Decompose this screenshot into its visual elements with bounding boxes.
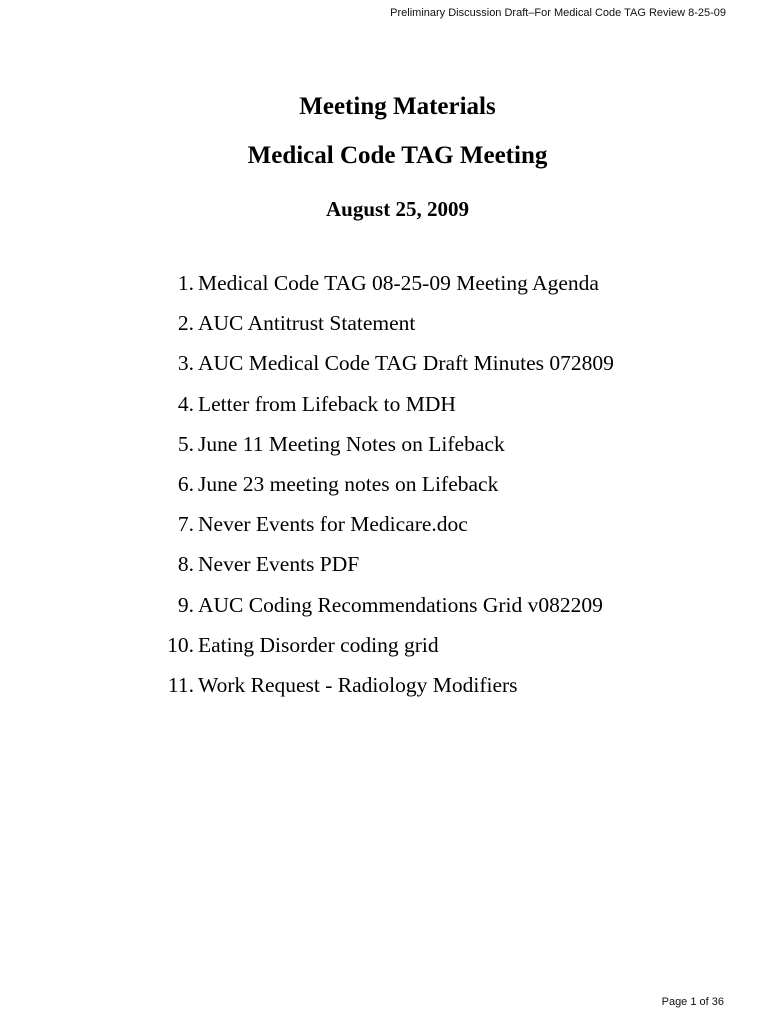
list-item-number: 4. [177,391,194,416]
materials-list [140,268,614,710]
list-item-text: Eating Disorder coding grid [198,632,439,657]
list-item-text: June 11 Meeting Notes on Lifeback [198,431,505,456]
list-item-text: Medical Code TAG 08-25-09 Meeting Agenda [198,271,599,295]
list-item [140,509,614,549]
list-item-text: AUC Coding Recommendations Grid v082209 [198,592,603,617]
list-item-number: 1. [177,271,194,295]
list-item-text: AUC Antitrust Statement [198,311,416,336]
list-item [140,268,614,308]
list-item-text: AUC Medical Code TAG Draft Minutes 072809 [198,351,614,376]
list-item [140,590,614,630]
list-item-number: 10. [167,632,194,657]
list-item-text: Work Request - Radiology Modifiers [198,672,518,697]
list-item-number: 5. [177,431,194,456]
list-item-text: Never Events for Medicare.doc [198,512,468,537]
list-item-number: 7. [177,512,194,537]
meeting-name: Medical Code TAG Meeting [247,142,548,169]
meeting-date: August 25, 2009 [326,197,469,221]
page-title: Meeting Materials [299,93,496,120]
list-item-text: June 23 meeting notes on Lifeback [198,471,499,496]
list-item-text: Never Events PDF [198,552,360,577]
list-item [140,630,614,670]
list-item-number: 8. [177,552,194,577]
list-item-number: 11. [167,672,194,697]
list-item-number: 3. [177,351,194,376]
list-item [140,348,614,388]
list-item-text: Letter from Lifeback to MDH [198,391,456,416]
page-number: Page 1 of 36 [661,996,724,1008]
list-item-number: 6. [177,471,194,496]
list-item [140,389,614,429]
list-item [140,308,614,348]
list-item-number: 2. [177,311,194,336]
list-item-number: 9. [177,592,194,617]
list-item [140,469,614,509]
draft-header-note: Preliminary Discussion Draft–For Medical Code TAG Review 8-25-09 [390,7,726,19]
list-item [140,670,614,710]
list-item [140,549,614,589]
list-item [140,429,614,469]
